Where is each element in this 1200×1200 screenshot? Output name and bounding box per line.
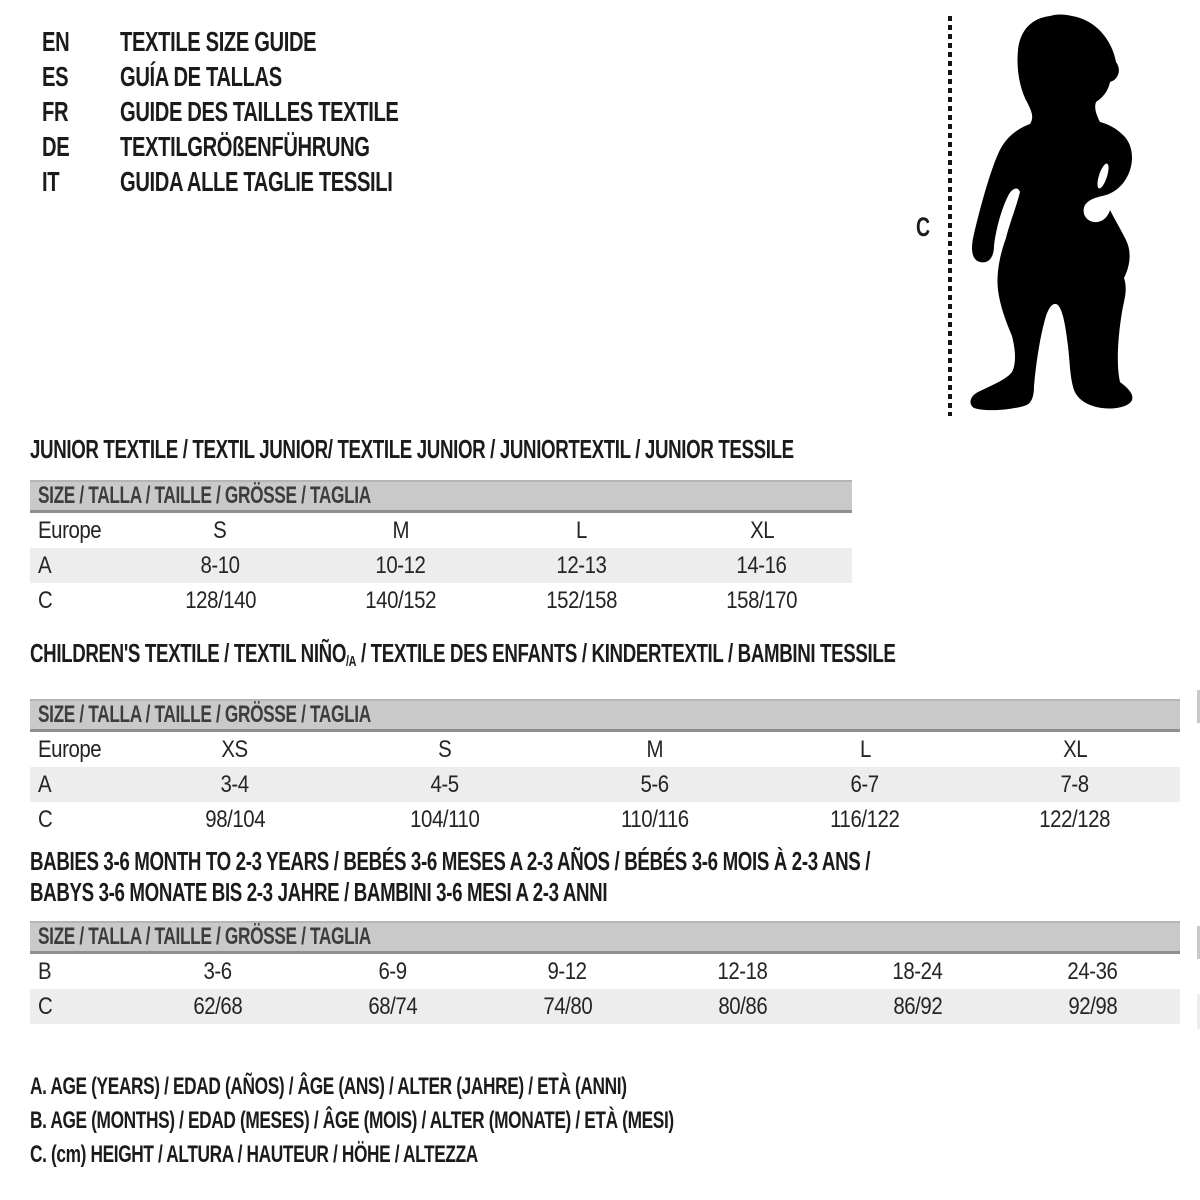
- age-cell: 10-12: [375, 551, 426, 579]
- table-row-age: [30, 767, 1180, 802]
- language-code: ES: [42, 60, 69, 92]
- months-cell: 9-12: [547, 957, 588, 985]
- height-cell: 80/86: [718, 992, 767, 1020]
- guide-title: GUIDA ALLE TAGLIE TESSILI: [120, 165, 393, 197]
- babies-section-heading-line1: BABIES 3-6 MONTH TO 2-3 YEARS / BEBÉS 3-6 MESES A 2-3 AÑOS / BÉBÉS 3-6 MOIS À 2-3 ANS /: [30, 846, 871, 876]
- babies-textile-section: [30, 848, 1180, 1024]
- language-code: IT: [42, 165, 60, 197]
- guide-title: TEXTILGRÖßENFÜHRUNG: [120, 130, 370, 162]
- nino-a-subscript: /A: [346, 653, 357, 670]
- height-cell: 62/68: [193, 992, 242, 1020]
- months-cell: 6-9: [378, 957, 407, 985]
- table-row-height: [30, 989, 1180, 1024]
- language-code: DE: [42, 130, 70, 162]
- legend-line-c: C. (cm) HEIGHT / ALTURA / HAUTEUR / HÖHE / ALTEZZA: [30, 1141, 478, 1168]
- guide-title: GUIDE DES TAILLES TEXTILE: [120, 95, 399, 127]
- language-code: EN: [42, 25, 70, 57]
- age-cell: 4-5: [430, 770, 460, 798]
- age-cell: 7-8: [1060, 770, 1090, 798]
- children-textile-section: [30, 640, 1180, 837]
- row-label: B: [38, 957, 52, 985]
- table-row-age: [30, 548, 852, 583]
- size-header-bar: SIZE / TALLA / TAILLE / GRÖSSE / TAGLIA: [30, 480, 852, 513]
- row-label: C: [38, 992, 53, 1020]
- language-row-es: [42, 59, 507, 94]
- guide-title: GUÍA DE TALLAS: [120, 60, 282, 92]
- children-section-heading: CHILDREN'S TEXTILE / TEXTIL $NIÑO_{/A}$ / TEXTILE DES ENFANTS / KINDERTEXTIL / BAMBINI TESSILE: [30, 638, 896, 670]
- height-cell: 92/98: [1068, 992, 1117, 1020]
- size-cell: S: [213, 516, 227, 544]
- table-row-europe: [30, 732, 1180, 767]
- language-list: [42, 24, 507, 199]
- size-cell: XL: [1062, 735, 1088, 763]
- row-label: C: [38, 805, 53, 833]
- height-dashed-line: [948, 16, 952, 416]
- size-header-bar: SIZE / TALLA / TAILLE / GRÖSSE / TAGLIA: [30, 699, 1180, 732]
- language-row-en: [42, 24, 507, 59]
- table-row-europe: [30, 513, 852, 548]
- height-cell: 122/128: [1039, 805, 1111, 833]
- size-cell: M: [646, 735, 664, 763]
- height-cell: 128/140: [184, 586, 256, 614]
- months-cell: 3-6: [203, 957, 232, 985]
- height-cell: 152/158: [545, 586, 617, 614]
- row-label: C: [38, 586, 53, 614]
- months-cell: 24-36: [1067, 957, 1118, 985]
- row-label: Europe: [38, 516, 102, 544]
- measurement-legend: [30, 1070, 924, 1172]
- height-cell: 68/74: [368, 992, 417, 1020]
- babies-section-heading-line2: BABYS 3-6 MONATE BIS 2-3 JAHRE / BAMBINI 3-6 MESI A 2-3 ANNI: [30, 877, 608, 907]
- age-cell: 12-13: [556, 551, 607, 579]
- height-cell: 98/104: [205, 805, 265, 833]
- height-cell: 74/80: [543, 992, 592, 1020]
- size-cell: S: [438, 735, 452, 763]
- row-label: A: [38, 770, 52, 798]
- age-cell: 8-10: [200, 551, 240, 579]
- height-cell: 86/92: [893, 992, 942, 1020]
- size-cell: L: [859, 735, 871, 763]
- junior-textile-section: [30, 436, 852, 618]
- height-cell: 104/110: [410, 805, 480, 833]
- age-cell: 6-7: [850, 770, 880, 798]
- junior-section-heading: JUNIOR TEXTILE / TEXTIL JUNIOR/ TEXTILE JUNIOR / JUNIORTEXTIL / JUNIOR TESSILE: [30, 434, 794, 464]
- row-label: Europe: [38, 735, 102, 763]
- age-cell: 5-6: [640, 770, 670, 798]
- legend-line-a: A. AGE (YEARS) / EDAD (AÑOS) / ÂGE (ANS) / ALTER (JAHRE) / ETÀ (ANNI): [30, 1073, 627, 1100]
- months-cell: 12-18: [717, 957, 768, 985]
- size-cell: XL: [749, 516, 774, 544]
- language-code: FR: [42, 95, 69, 127]
- height-cell: 110/116: [621, 805, 689, 833]
- age-cell: 3-4: [220, 770, 250, 798]
- height-cell: 116/122: [830, 805, 900, 833]
- height-measure-label: C: [916, 212, 930, 242]
- size-cell: M: [392, 516, 410, 544]
- table-row-height: [30, 802, 1180, 837]
- language-row-it: [42, 164, 507, 199]
- height-cell: 158/170: [726, 586, 798, 614]
- size-header-bar: SIZE / TALLA / TAILLE / GRÖSSE / TAGLIA: [30, 921, 1180, 954]
- legend-line-b: B. AGE (MONTHS) / EDAD (MESES) / ÂGE (MOIS) / ALTER (MONATE) / ETÀ (MESI): [30, 1107, 674, 1134]
- size-cell: XS: [221, 735, 249, 763]
- row-label: A: [38, 551, 52, 579]
- size-cell: L: [575, 516, 587, 544]
- guide-title: TEXTILE SIZE GUIDE: [120, 25, 317, 57]
- height-cell: 140/152: [365, 586, 437, 614]
- toddler-silhouette-icon: [962, 12, 1142, 414]
- language-row-fr: [42, 94, 507, 129]
- table-row-months: [30, 954, 1180, 989]
- age-cell: 14-16: [736, 551, 787, 579]
- table-row-height: [30, 583, 852, 618]
- language-row-de: [42, 129, 507, 164]
- months-cell: 18-24: [892, 957, 943, 985]
